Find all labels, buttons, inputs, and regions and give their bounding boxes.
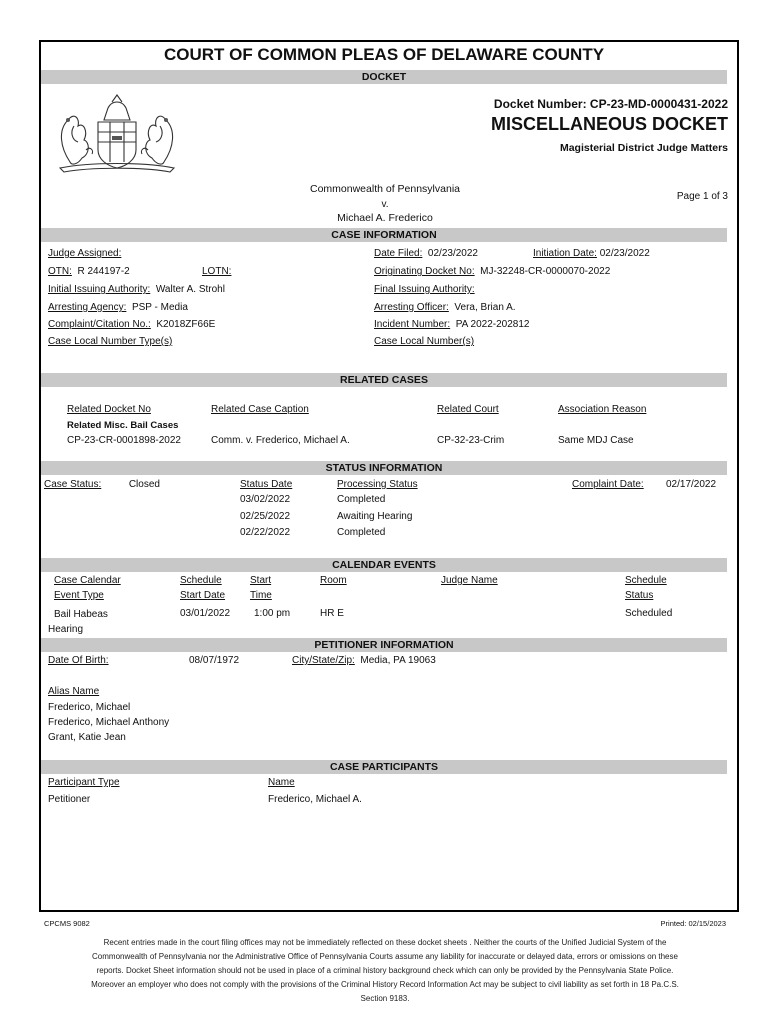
cal-event-header-2: Event Type	[54, 590, 104, 601]
incident-number	[374, 319, 530, 330]
cal-event-type-2: Hearing	[48, 624, 84, 635]
caption-line-3: Michael A. Frederico	[337, 212, 433, 224]
dob-value: 08/07/1972	[189, 655, 240, 666]
alias-label: Alias Name	[48, 686, 100, 697]
otn-value: R 244197-2	[77, 266, 130, 277]
status-row-date: 03/02/2022	[240, 494, 291, 505]
otn-label: OTN:	[48, 266, 72, 277]
initiation-date	[533, 248, 650, 259]
complaint-no-value: K2018ZF66E	[156, 319, 216, 330]
dob-label: Date Of Birth:	[48, 655, 109, 666]
arresting-officer-label: Arresting Officer:	[374, 302, 449, 313]
related-caption-value: Comm. v. Frederico, Michael A.	[211, 435, 350, 446]
related-docket-value: CP-23-CR-0001898-2022	[67, 435, 181, 446]
cal-start-header-2: Time	[250, 590, 272, 601]
docket-number: Docket Number: CP-23-MD-0000431-2022	[493, 97, 728, 111]
docket-subtype: Magisterial District Judge Matters	[559, 142, 728, 154]
final-issuing-label: Final Issuing Authority:	[374, 284, 475, 295]
alias-name: Grant, Katie Jean	[48, 732, 126, 743]
initiation-date-value: 02/23/2022	[599, 248, 650, 259]
caption-line-1: Commonwealth of Pennsylvania	[310, 183, 460, 195]
originating-docket-label: Originating Docket No:	[374, 266, 475, 277]
cal-start-date: 03/01/2022	[180, 608, 231, 619]
arresting-agency-label: Arresting Agency:	[48, 302, 127, 313]
incident-number-label: Incident Number:	[374, 319, 451, 330]
related-court-value: CP-32-23-Crim	[437, 435, 505, 446]
participant-name-header: Name	[268, 777, 295, 788]
case-status-value: Closed	[128, 479, 160, 490]
cal-start-time: 1:00 pm	[254, 608, 291, 619]
cal-room-header: Room	[320, 575, 347, 586]
cal-sched-header-1: Schedule	[180, 575, 222, 586]
case-info-title: CASE INFORMATION	[331, 229, 437, 241]
cal-start-header-1: Start	[250, 575, 272, 586]
status-row-status: Awaiting Hearing	[337, 511, 413, 522]
participant-name-value: Frederico, Michael A.	[268, 794, 362, 805]
cal-status: Scheduled	[625, 608, 673, 619]
status-date-header: Status Date	[240, 479, 293, 490]
case-status	[44, 479, 160, 490]
complaint-date-value: 02/17/2022	[666, 479, 717, 490]
date-filed-value: 02/23/2022	[427, 248, 478, 259]
status-row-date: 02/22/2022	[240, 527, 291, 538]
lotn-label: LOTN:	[202, 266, 232, 277]
status-row-status: Completed	[337, 494, 386, 505]
participant-type-value: Petitioner	[48, 794, 91, 805]
complaint-date-label: Complaint Date:	[572, 479, 644, 490]
city-state-zip	[292, 655, 436, 666]
date-filed	[374, 248, 478, 259]
participants-title: CASE PARTICIPANTS	[329, 761, 439, 773]
alias-name: Frederico, Michael	[48, 702, 131, 713]
calendar-title: CALENDAR EVENTS	[332, 559, 436, 571]
association-reason-value: Same MDJ Case	[558, 435, 634, 446]
cal-judge-header: Judge Name	[441, 575, 498, 586]
docket-type: MISCELLANEOUS DOCKET	[490, 114, 728, 134]
disclaimer-text: Recent entries made in the court filing offices may not be immediately reflected on these docket sheets . Neither the courts of the Unified Judicial System of the Commonwealth of Pennsylvania nor the Administrative Office of Pennsylvania Courts assume any liability for inaccurate or delayed data, errors or omissions on these reports. Docket Sheet information should not be used in place of a criminal history background check which can only be provided by the Pennsylvania State Police. Moreover an employer who does not comply with the provisions of the Criminal History Record Information Act may be subject to civil liability as set forth in 18 Pa.C.S. Section 9183.	[91, 938, 679, 1003]
csz-value: Media, PA 19063	[360, 655, 436, 666]
cal-event-header-1: Case Calendar	[54, 575, 121, 586]
initial-issuing-value: Walter A. Strohl	[155, 284, 225, 295]
petitioner-title: PETITIONER INFORMATION	[314, 639, 454, 651]
cal-sched-header-2: Start Date	[180, 590, 226, 601]
incident-number-value: PA 2022-202812	[455, 319, 530, 330]
csz-label: City/State/Zip:	[292, 655, 355, 666]
form-id: CPCMS 9082	[44, 919, 90, 928]
initial-issuing-label: Initial Issuing Authority:	[48, 284, 151, 295]
case-local-type-label: Case Local Number Type(s)	[48, 336, 173, 347]
judge-assigned-label: Judge Assigned:	[48, 248, 122, 259]
docket-bar-label: DOCKET	[361, 71, 407, 83]
page-number: Page 1 of 3	[676, 191, 728, 202]
caption-line-2: v.	[381, 199, 389, 210]
related-court-header: Related Court	[437, 404, 499, 415]
alias-name: Frederico, Michael Anthony	[48, 717, 170, 728]
cal-status-header-1: Schedule	[625, 575, 667, 586]
originating-docket-value: MJ-32248-CR-0000070-2022	[480, 266, 611, 277]
processing-status-header: Processing Status	[337, 479, 418, 490]
participant-type-header: Participant Type	[48, 777, 120, 788]
related-caption-header: Related Case Caption	[211, 404, 309, 415]
cal-event-type-1: Bail Habeas	[54, 609, 108, 620]
cal-status-header-2: Status	[625, 590, 654, 601]
originating-docket	[374, 266, 610, 277]
initiation-date-label: Initiation Date:	[533, 248, 597, 259]
cal-room: HR E	[320, 608, 344, 619]
status-row-status: Completed	[337, 527, 386, 538]
otn	[48, 266, 130, 277]
case-status-label: Case Status:	[44, 479, 102, 490]
complaint-no	[48, 319, 215, 330]
status-row-date: 02/25/2022	[240, 511, 291, 522]
printed-date: Printed: 02/15/2023	[660, 919, 726, 928]
status-info-title: STATUS INFORMATION	[325, 462, 443, 474]
pennsylvania-seal-icon	[50, 92, 184, 174]
date-filed-label: Date Filed:	[374, 248, 423, 259]
case-local-number-label: Case Local Number(s)	[374, 336, 475, 347]
arresting-agency-value: PSP - Media	[131, 302, 188, 313]
arresting-officer-value: Vera, Brian A.	[454, 302, 516, 313]
related-docket-header: Related Docket No	[67, 404, 151, 415]
related-cases-title: RELATED CASES	[340, 374, 428, 386]
complaint-no-label: Complaint/Citation No.:	[48, 319, 151, 330]
initial-issuing	[48, 284, 225, 295]
related-group-label: Related Misc. Bail Cases	[67, 420, 179, 431]
court-title: COURT OF COMMON PLEAS OF DELAWARE COUNTY	[163, 45, 605, 64]
arresting-officer	[374, 302, 516, 313]
association-reason-header: Association Reason	[558, 404, 647, 415]
arresting-agency	[48, 302, 188, 313]
